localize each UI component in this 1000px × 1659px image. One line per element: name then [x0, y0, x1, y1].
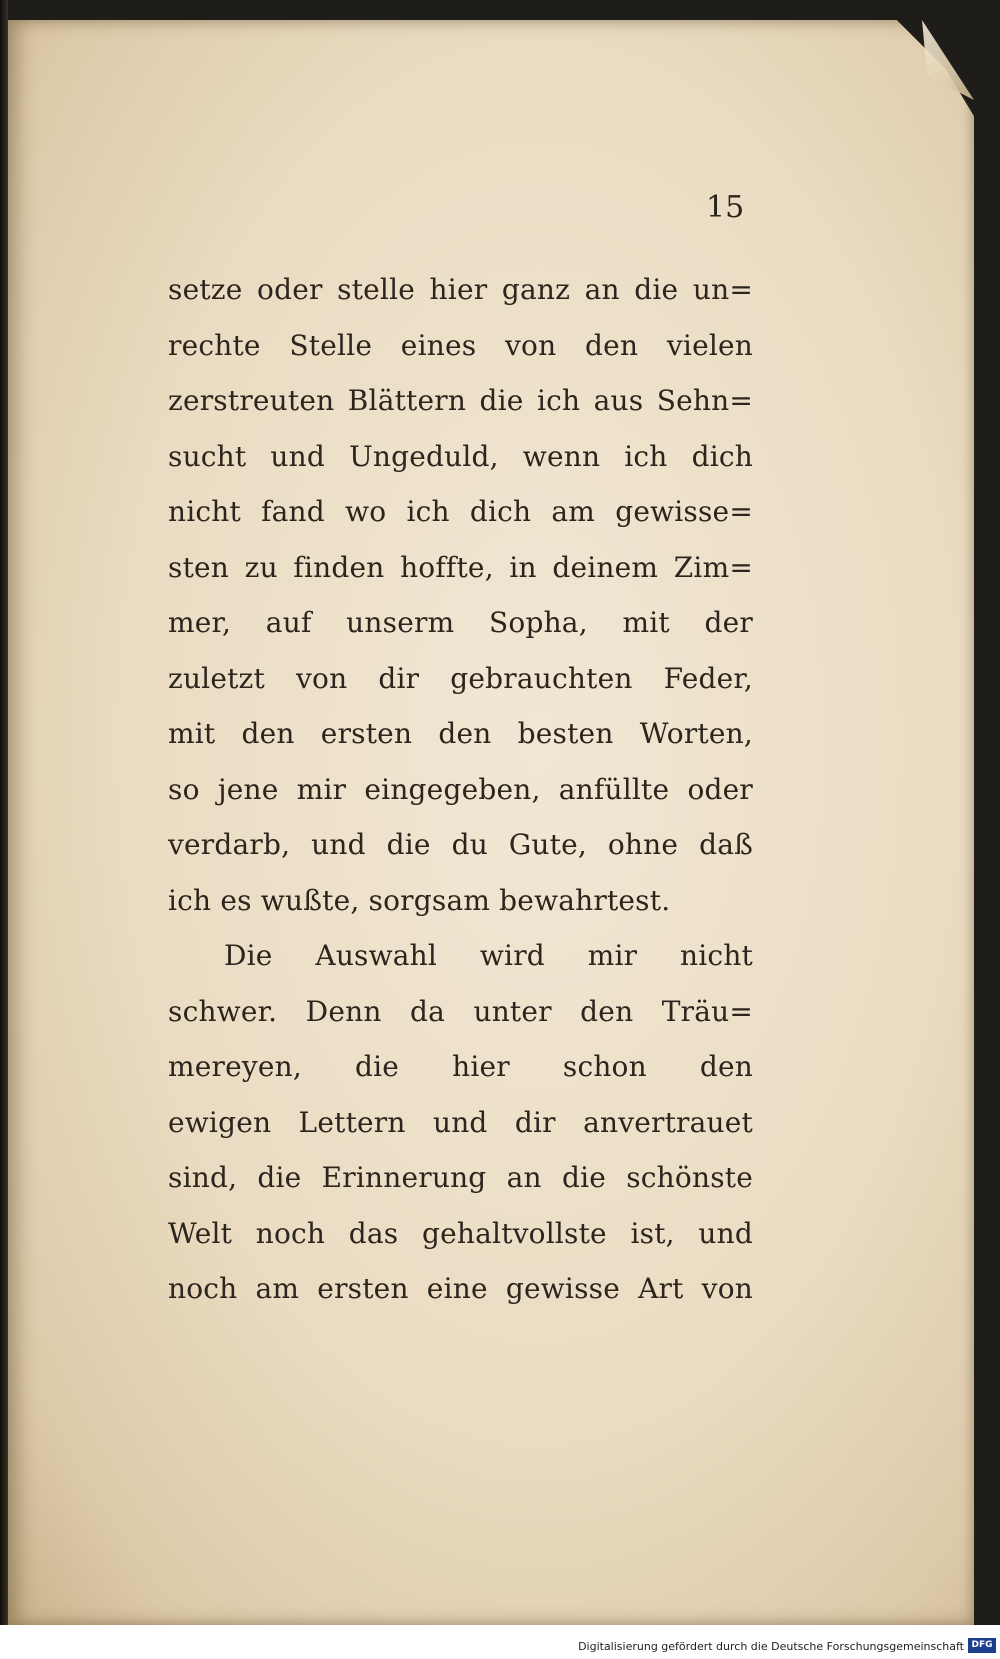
text-line: sten zu finden hoffte, in deinem Zim=	[168, 550, 753, 584]
page-number: 15	[706, 190, 745, 225]
text-line: verdarb, und die du Gute, ohne daß	[168, 828, 753, 861]
text-line: so jene mir eingegeben, anfüllte oder	[168, 772, 753, 806]
text-line: ewigen Lettern und dir anvertrauet	[168, 1105, 753, 1139]
book-spine-edge	[0, 0, 8, 1659]
text-line: mereyen, die hier schon den	[168, 1050, 753, 1083]
digitization-credit: Digitalisierung gefördert durch die Deutsche Forschungsgemeinschaft	[578, 1640, 964, 1653]
text-line: sucht und Ungeduld, wenn ich dich	[168, 439, 753, 473]
text-line: nicht fand wo ich dich am gewisse=	[168, 495, 753, 528]
body-text	[168, 262, 753, 1317]
text-line: rechte Stelle eines von den vielen	[168, 328, 753, 362]
dfg-logo: DFG	[968, 1638, 996, 1653]
text-line: schwer. Denn da unter den Träu=	[168, 994, 753, 1028]
text-line: zerstreuten Blättern die ich aus Sehn=	[168, 384, 753, 417]
text-line-paragraph-start: Die Auswahl wird mir nicht	[224, 939, 753, 972]
text-line: zuletzt von dir gebrauchten Feder,	[168, 661, 753, 695]
text-line-paragraph-end: ich es wußte, sorgsam bewahrtest.	[168, 883, 671, 917]
text-line: mer, auf unserm Sopha, mit der	[168, 606, 753, 639]
text-line: noch am ersten eine gewisse Art von	[168, 1272, 753, 1305]
text-line: Welt noch das gehaltvollste ist, und	[168, 1216, 753, 1250]
text-line: setze oder stelle hier ganz an die un=	[168, 273, 753, 306]
text-line: sind, die Erinnerung an die schönste	[168, 1161, 753, 1194]
text-line: mit den ersten den besten Worten,	[168, 717, 753, 750]
